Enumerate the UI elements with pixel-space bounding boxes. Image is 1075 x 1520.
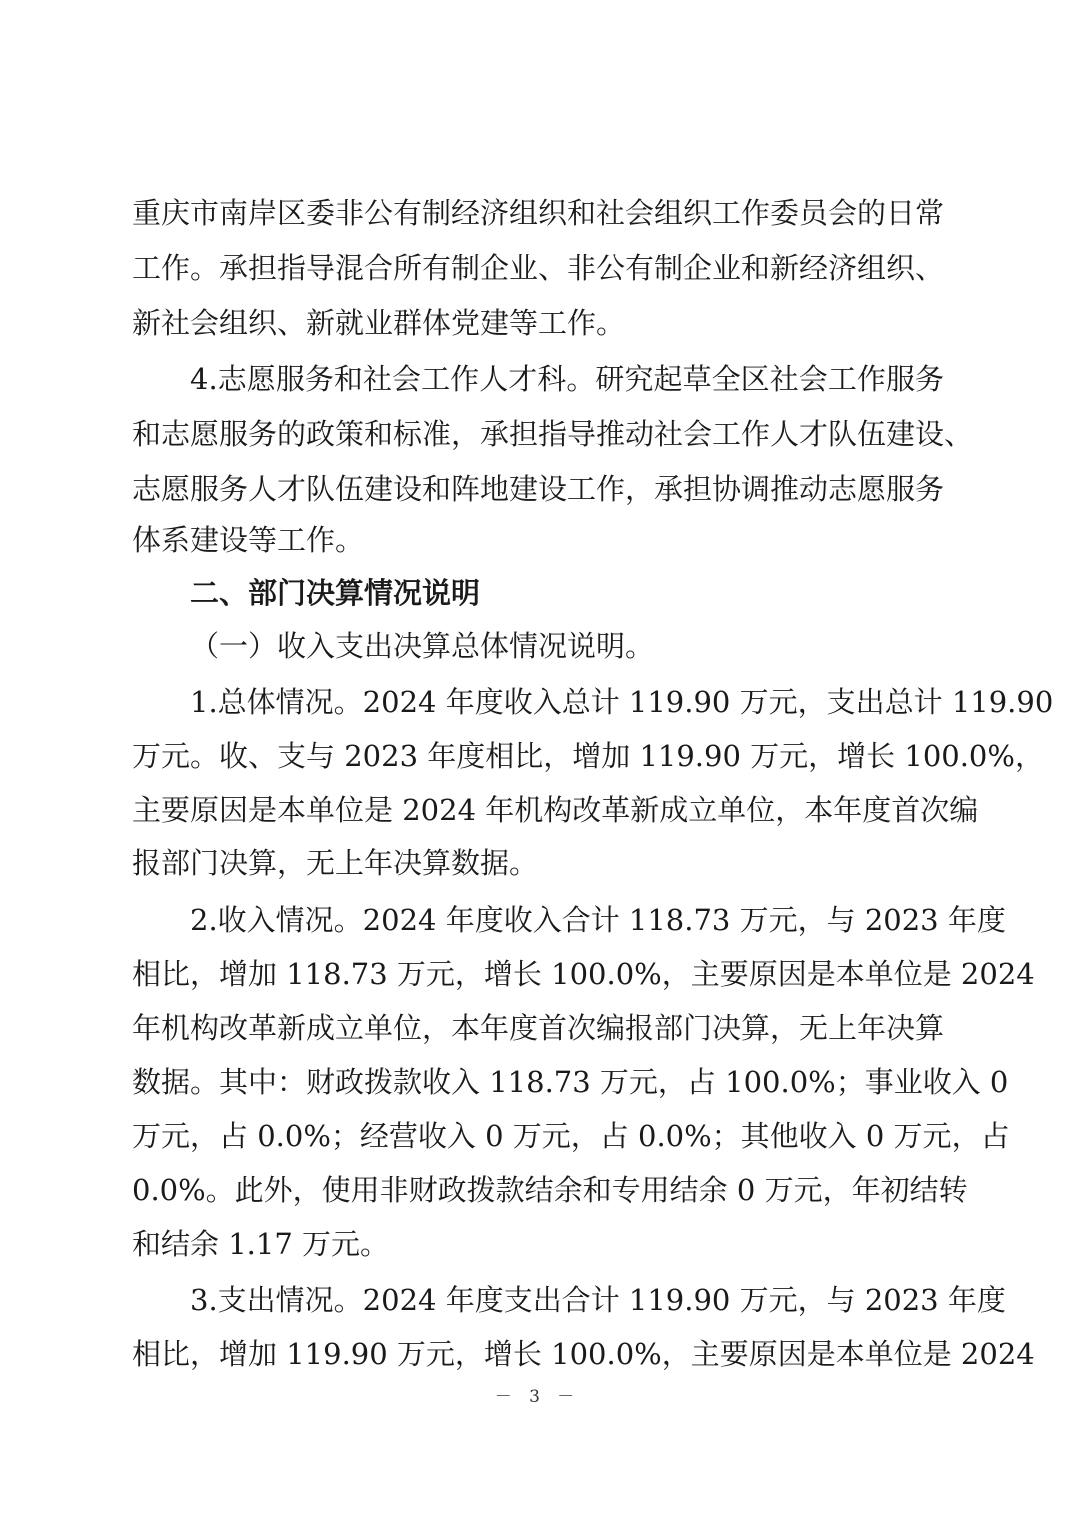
body-text-line: 万元，占 0.0%；经营收入 0 万元，占 0.0%；其他收入 0 万元，占	[132, 1119, 1010, 1153]
body-text-line: 和结余 1.17 万元。	[132, 1227, 390, 1261]
body-text-line: 数据。其中：财政拨款收入 118.73 万元，占 100.0%；事业收入 0	[132, 1065, 1009, 1099]
body-text-line: 和志愿服务的政策和标准，承担指导推动社会工作人才队伍建设、	[132, 417, 974, 451]
body-text-line: 主要原因是本单位是 2024 年机构改革新成立单位，本年度首次编	[132, 793, 979, 827]
body-text-line: 2.收入情况。2024 年度收入合计 118.73 万元，与 2023 年度	[190, 903, 1006, 937]
body-text-line: 3.支出情况。2024 年度支出合计 119.90 万元，与 2023 年度	[190, 1283, 1006, 1317]
body-text-line: 工作。承担指导混合所有制企业、非公有制企业和新经济组织、	[132, 251, 945, 285]
body-text-line: 1.总体情况。2024 年度收入总计 119.90 万元，支出总计 119.90	[190, 685, 1054, 719]
body-text-line: 0.0%。此外，使用非财政拨款结余和专用结余 0 万元，年初结转	[132, 1173, 968, 1207]
section-heading: 二、部门决算情况说明	[190, 576, 481, 610]
body-text-line: 志愿服务人才队伍建设和阵地建设工作，承担协调推动志愿服务	[132, 472, 945, 506]
body-text-line: 万元。收、支与 2023 年度相比，增加 119.90 万元，增长 100.0%，	[132, 739, 1044, 773]
body-text-line: 4.志愿服务和社会工作人才科。研究起草全区社会工作服务	[190, 362, 944, 396]
body-text-line: 新社会组织、新就业群体党建等工作。	[132, 306, 626, 340]
body-text-line: 报部门决算，无上年决算数据。	[132, 846, 539, 880]
body-text-line: 相比，增加 118.73 万元，增长 100.0%，主要原因是本单位是 2024	[132, 957, 1035, 991]
body-text-line: 年机构改革新成立单位，本年度首次编报部门决算，无上年决算	[132, 1011, 945, 1045]
body-text-line: 重庆市南岸区委非公有制经济组织和社会组织工作委员会的日常	[132, 196, 945, 230]
body-text-line: 体系建设等工作。	[132, 523, 365, 557]
subsection-heading: （一）收入支出决算总体情况说明。	[190, 629, 655, 663]
page-number: － 3 －	[494, 1387, 581, 1407]
body-text-line: 相比，增加 119.90 万元，增长 100.0%，主要原因是本单位是 2024	[132, 1337, 1035, 1371]
